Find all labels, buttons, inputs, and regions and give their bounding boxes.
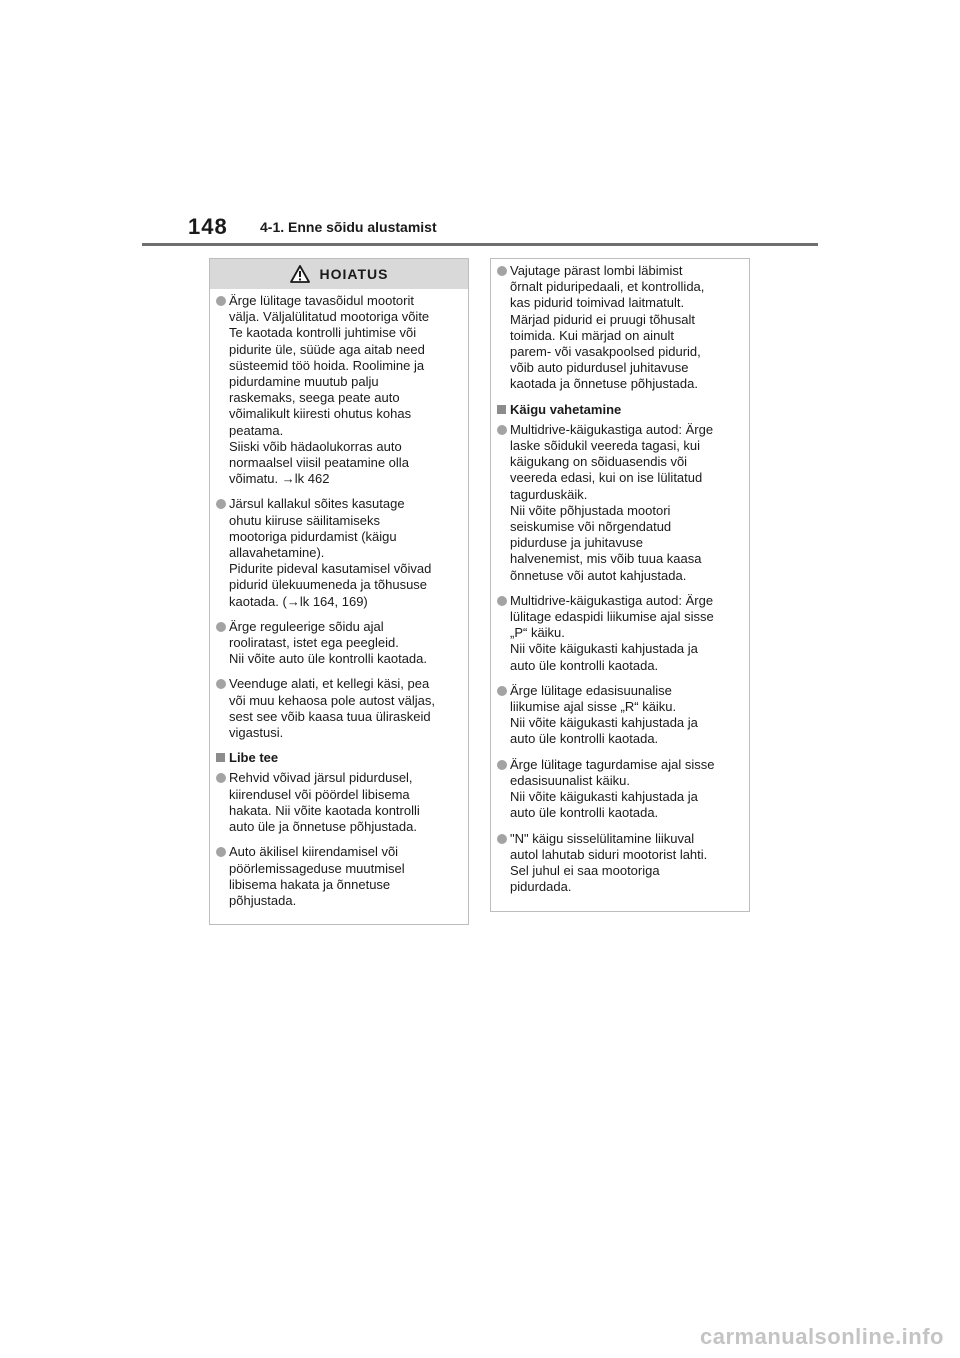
item-text: Ärge lülitage tagurdamise ajal sisse edasisuunalist käiku. Nii võite käigukasti kahjustada ja auto üle kontrolli kaotada. — [510, 756, 715, 821]
list-item — [215, 293, 462, 487]
item-text: Multidrive-käigukastiga autod: Ärge laske sõidukil veereda tagasi, kui käigukang on sõiduasendis või veereda edasi, kui on ise lülitatud tagurduskäik. Nii võite põhjustada mootori seiskumise või nõrgendatud pidurduse ja juhitavuse halvenemist, mis võib tuua kaasa õnnetuse või autot kahjustada. — [510, 421, 714, 583]
item-text: Ärge reguleerige sõidu ajal rooliratast, istet ega peegleid. Nii võite auto üle kontrolli kaotada. — [229, 618, 428, 667]
subheading-slippery-road — [215, 750, 462, 766]
square-bullet-icon — [216, 753, 225, 762]
list-item — [496, 757, 743, 822]
list-item — [215, 496, 462, 609]
item-text: Veenduge alati, et kellegi käsi, pea või muu kehaosa pole autost väljas, sest see võib kaasa tuua üliraskeid vigastusi. — [229, 676, 435, 741]
list-item — [215, 770, 462, 835]
item-text: Järsul kallakul sõites kasutage ohutu kiiruse säilitamiseks mootoriga pidurdamist (käigu allavahetamine). Pidurite pideval kasutamisel võivad pidurid ülekuumeneda ja tõhususe kaotada. (→lk 164, 169) — [229, 496, 432, 609]
list-item — [215, 844, 462, 909]
item-text: Auto äkilisel kiirendamisel või pöörlemissageduse muutmisel libisema hakata ja õnnetuse põhjustada. — [229, 844, 405, 908]
right-column-body — [491, 259, 749, 895]
list-item — [215, 676, 462, 741]
page-number: 148 — [188, 214, 228, 239]
bullet-icon — [497, 266, 507, 276]
bullet-icon — [216, 679, 226, 689]
header-rule — [142, 243, 818, 246]
watermark: carmanualsonline.info — [700, 1324, 944, 1349]
square-bullet-icon — [497, 405, 506, 414]
list-item — [496, 593, 743, 674]
bullet-icon — [497, 596, 507, 606]
bullet-icon — [216, 499, 226, 509]
left-column-body — [210, 289, 468, 909]
list-item — [496, 683, 743, 748]
item-text: Ärge lülitage edasisuunalise liikumise ajal sisse „R“ käiku. Nii võite käigukasti kahjustada ja auto üle kontrolli kaotada. — [510, 682, 698, 747]
subheading-gear-shifting — [496, 402, 743, 418]
item-text: Rehvid võivad järsul pidurdusel, kiirendusel või pöördel libisema hakata. Nii võite kaotada kontrolli auto üle ja õnnetuse põhjustada. — [229, 770, 420, 835]
item-text: "N" käigu sisselülitamine liikuval autol lahutab siduri mootorist lahti. Sel juhul ei saa mootoriga pidurdada. — [510, 830, 708, 895]
list-item — [496, 263, 743, 393]
bullet-icon — [497, 686, 507, 696]
subheading-text: Käigu vahetamine — [510, 401, 622, 417]
list-item — [215, 619, 462, 668]
warning-box-right — [490, 258, 750, 912]
warning-box-left — [209, 258, 469, 925]
list-item — [496, 422, 743, 584]
warning-triangle-icon — [290, 265, 310, 283]
bullet-icon — [216, 773, 226, 783]
warning-title: HOIATUS — [319, 266, 389, 282]
warning-header — [210, 259, 468, 289]
item-text: Ärge lülitage tavasõidul mootorit välja. Väljalülitatud mootoriga võite Te kaotada kontrolli juhtimise või pidurite üle, süüde aga aitab need süsteemid töö hoida. Roolimine ja pidurdamine muutub palju raskemaks, seega peate auto võimalikult kiiresti ohutus kohas peatama. Siiski võib hädaolukorras auto normaalsel viisil peatamine olla võimatu. →lk 462 — [229, 293, 430, 487]
section-title: 4-1. Enne sõidu alustamist — [260, 219, 437, 235]
bullet-icon — [216, 296, 226, 306]
bullet-icon — [216, 622, 226, 632]
bullet-icon — [216, 847, 226, 857]
bullet-icon — [497, 425, 507, 435]
item-text: Vajutage pärast lombi läbimist õrnalt piduripedaali, et kontrollida, kas pidurid toimivad laitmatult. Märjad pidurid ei pruugi tõhusalt toimida. Kui märjad on ainult parem- või vasakpoolsed pidurid, võib auto pidurdusel juhitavuse kaotada ja õnnetuse põhjustada. — [510, 263, 705, 392]
list-item — [496, 831, 743, 896]
subheading-text: Libe tee — [229, 750, 279, 766]
bullet-icon — [497, 834, 507, 844]
bullet-icon — [497, 760, 507, 770]
item-text: Multidrive-käigukastiga autod: Ärge lülitage edaspidi liikumise ajal sisse „P“ käiku. Nii võite käigukasti kahjustada ja auto üle kontrolli kaotada. — [510, 592, 714, 673]
